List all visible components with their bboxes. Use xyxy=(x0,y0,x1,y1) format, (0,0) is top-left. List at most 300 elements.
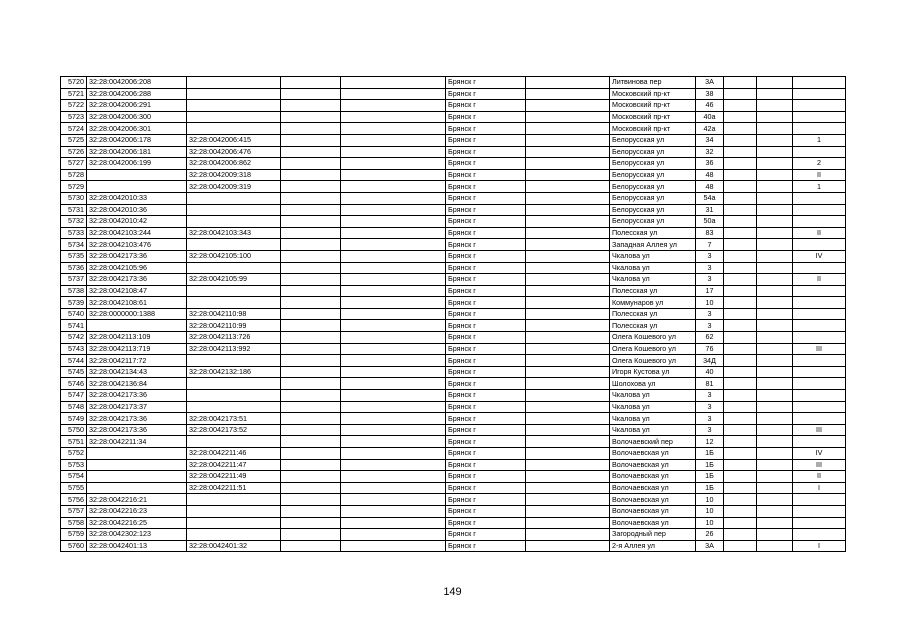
cell-part-number xyxy=(793,204,846,216)
cell-col-7 xyxy=(526,158,610,170)
cell-col-7 xyxy=(526,216,610,228)
table-row xyxy=(61,146,846,158)
cell-cadastral-number xyxy=(87,169,187,181)
cell-part-number xyxy=(793,390,846,402)
table-row xyxy=(61,505,846,517)
cell-related-cadastral-number xyxy=(187,88,281,100)
cell-col-10 xyxy=(724,424,757,436)
cell-cadastral-number: 32:28:0042006:178 xyxy=(87,134,187,146)
cell-city: Брянск г xyxy=(446,77,526,89)
cell-col-10 xyxy=(724,111,757,123)
cell-related-cadastral-number xyxy=(187,204,281,216)
cell-col-7 xyxy=(526,366,610,378)
cell-col-5 xyxy=(341,204,446,216)
cell-cadastral-number: 32:28:0042006:291 xyxy=(87,100,187,112)
cell-street: Волочаевская ул xyxy=(610,505,696,517)
cell-part-number xyxy=(793,123,846,135)
cell-col-7 xyxy=(526,274,610,286)
cell-col-11 xyxy=(757,517,793,529)
cell-street: Западная Аллея ул xyxy=(610,239,696,251)
cell-related-cadastral-number xyxy=(187,505,281,517)
cell-city: Брянск г xyxy=(446,401,526,413)
cell-part-number xyxy=(793,308,846,320)
cell-col-10 xyxy=(724,343,757,355)
cell-row-number: 5721 xyxy=(61,88,87,100)
cell-city: Брянск г xyxy=(446,505,526,517)
cell-part-number xyxy=(793,262,846,274)
cell-street: Московский пр-кт xyxy=(610,88,696,100)
cell-col-7 xyxy=(526,424,610,436)
table-row xyxy=(61,459,846,471)
cell-house-number: 32 xyxy=(696,146,724,158)
table-row xyxy=(61,274,846,286)
cell-related-cadastral-number: 32:28:0042173:52 xyxy=(187,424,281,436)
cell-col-11 xyxy=(757,111,793,123)
cell-col-10 xyxy=(724,262,757,274)
cell-row-number: 5735 xyxy=(61,250,87,262)
cell-col-10 xyxy=(724,227,757,239)
cell-row-number: 5726 xyxy=(61,146,87,158)
cell-col-7 xyxy=(526,471,610,483)
cell-street: Олега Кошевого ул xyxy=(610,332,696,344)
cell-col-4 xyxy=(281,343,341,355)
cell-house-number: 40а xyxy=(696,111,724,123)
cell-house-number: 10 xyxy=(696,494,724,506)
cell-cadastral-number: 32:28:0042006:181 xyxy=(87,146,187,158)
cell-col-4 xyxy=(281,204,341,216)
cell-house-number: 3 xyxy=(696,320,724,332)
table-row xyxy=(61,332,846,344)
cell-cadastral-number: 32:28:0042010:36 xyxy=(87,204,187,216)
cell-city: Брянск г xyxy=(446,134,526,146)
cell-col-4 xyxy=(281,181,341,193)
cell-house-number: 3А xyxy=(696,540,724,552)
cell-col-10 xyxy=(724,332,757,344)
cell-city: Брянск г xyxy=(446,204,526,216)
cell-col-10 xyxy=(724,482,757,494)
table-row xyxy=(61,100,846,112)
cell-cadastral-number xyxy=(87,482,187,494)
cell-col-5 xyxy=(341,355,446,367)
cell-street: Белорусская ул xyxy=(610,146,696,158)
cell-street: Белорусская ул xyxy=(610,192,696,204)
cell-city: Брянск г xyxy=(446,274,526,286)
cell-part-number xyxy=(793,77,846,89)
cell-part-number xyxy=(793,436,846,448)
cell-col-7 xyxy=(526,482,610,494)
cell-col-4 xyxy=(281,332,341,344)
cell-col-4 xyxy=(281,505,341,517)
cell-col-5 xyxy=(341,413,446,425)
cell-col-11 xyxy=(757,216,793,228)
cell-house-number: 76 xyxy=(696,343,724,355)
cell-col-5 xyxy=(341,343,446,355)
cell-col-7 xyxy=(526,494,610,506)
cell-street: Чкалова ул xyxy=(610,413,696,425)
cell-street: Московский пр-кт xyxy=(610,100,696,112)
cell-col-7 xyxy=(526,332,610,344)
cell-part-number xyxy=(793,366,846,378)
cell-col-5 xyxy=(341,181,446,193)
cell-street: Чкалова ул xyxy=(610,390,696,402)
table-row xyxy=(61,204,846,216)
cell-col-10 xyxy=(724,250,757,262)
table-row xyxy=(61,123,846,135)
cell-col-11 xyxy=(757,308,793,320)
cell-col-4 xyxy=(281,192,341,204)
cell-cadastral-number: 32:28:0042006:300 xyxy=(87,111,187,123)
cell-street: Белорусская ул xyxy=(610,169,696,181)
cell-col-5 xyxy=(341,505,446,517)
cell-col-7 xyxy=(526,123,610,135)
cell-col-11 xyxy=(757,448,793,460)
cell-col-11 xyxy=(757,169,793,181)
cell-city: Брянск г xyxy=(446,239,526,251)
table-row xyxy=(61,308,846,320)
cell-col-5 xyxy=(341,366,446,378)
cell-row-number: 5750 xyxy=(61,424,87,436)
cell-col-11 xyxy=(757,100,793,112)
cell-street: Белорусская ул xyxy=(610,181,696,193)
cell-part-number: III xyxy=(793,424,846,436)
table-row xyxy=(61,181,846,193)
cell-house-number: 3 xyxy=(696,262,724,274)
table-row xyxy=(61,262,846,274)
cell-row-number: 5741 xyxy=(61,320,87,332)
cell-related-cadastral-number: 32:28:0042211:49 xyxy=(187,471,281,483)
cell-house-number: 62 xyxy=(696,332,724,344)
cell-col-5 xyxy=(341,378,446,390)
cell-col-11 xyxy=(757,227,793,239)
cell-col-7 xyxy=(526,192,610,204)
cell-row-number: 5722 xyxy=(61,100,87,112)
cell-col-5 xyxy=(341,192,446,204)
cell-street: Чкалова ул xyxy=(610,401,696,413)
cell-col-11 xyxy=(757,285,793,297)
cell-house-number: 3 xyxy=(696,413,724,425)
cell-house-number: 10 xyxy=(696,297,724,309)
cell-row-number: 5731 xyxy=(61,204,87,216)
cell-col-10 xyxy=(724,366,757,378)
cell-part-number xyxy=(793,285,846,297)
cell-col-7 xyxy=(526,204,610,216)
cell-col-10 xyxy=(724,181,757,193)
cell-house-number: 54а xyxy=(696,192,724,204)
cell-city: Брянск г xyxy=(446,482,526,494)
cell-col-11 xyxy=(757,250,793,262)
cell-row-number: 5759 xyxy=(61,529,87,541)
cell-col-4 xyxy=(281,320,341,332)
cell-col-4 xyxy=(281,401,341,413)
cell-city: Брянск г xyxy=(446,262,526,274)
cell-row-number: 5746 xyxy=(61,378,87,390)
cell-cadastral-number: 32:28:0042211:34 xyxy=(87,436,187,448)
cell-related-cadastral-number xyxy=(187,494,281,506)
cell-col-10 xyxy=(724,77,757,89)
cell-col-11 xyxy=(757,471,793,483)
cell-city: Брянск г xyxy=(446,192,526,204)
cell-col-10 xyxy=(724,459,757,471)
cell-col-4 xyxy=(281,158,341,170)
cell-street: Волочаевская ул xyxy=(610,482,696,494)
cell-part-number: II xyxy=(793,227,846,239)
cell-street: Полесская ул xyxy=(610,227,696,239)
cell-row-number: 5760 xyxy=(61,540,87,552)
cell-col-7 xyxy=(526,448,610,460)
table-row xyxy=(61,285,846,297)
cell-part-number xyxy=(793,413,846,425)
cell-city: Брянск г xyxy=(446,181,526,193)
cell-col-5 xyxy=(341,77,446,89)
cell-col-5 xyxy=(341,448,446,460)
cell-part-number: 1 xyxy=(793,181,846,193)
cell-house-number: 34 xyxy=(696,134,724,146)
cell-cadastral-number xyxy=(87,181,187,193)
cell-col-5 xyxy=(341,540,446,552)
cell-part-number: 2 xyxy=(793,158,846,170)
cell-col-4 xyxy=(281,216,341,228)
cell-col-11 xyxy=(757,158,793,170)
cell-street: Московский пр-кт xyxy=(610,111,696,123)
cell-cadastral-number: 32:28:0042010:42 xyxy=(87,216,187,228)
cell-col-7 xyxy=(526,529,610,541)
table-row xyxy=(61,169,846,181)
cell-col-5 xyxy=(341,297,446,309)
cell-col-4 xyxy=(281,297,341,309)
page-number: 149 xyxy=(443,586,462,598)
cell-col-4 xyxy=(281,390,341,402)
cell-col-5 xyxy=(341,169,446,181)
cell-col-7 xyxy=(526,88,610,100)
cell-col-5 xyxy=(341,436,446,448)
cell-house-number: 38 xyxy=(696,88,724,100)
cell-city: Брянск г xyxy=(446,158,526,170)
cell-col-4 xyxy=(281,239,341,251)
cell-row-number: 5742 xyxy=(61,332,87,344)
cell-col-4 xyxy=(281,274,341,286)
cell-house-number: 1Б xyxy=(696,482,724,494)
cell-city: Брянск г xyxy=(446,216,526,228)
cell-related-cadastral-number: 32:28:0042006:862 xyxy=(187,158,281,170)
cell-col-10 xyxy=(724,401,757,413)
cell-city: Брянск г xyxy=(446,250,526,262)
cell-row-number: 5758 xyxy=(61,517,87,529)
cell-col-11 xyxy=(757,505,793,517)
cell-col-11 xyxy=(757,332,793,344)
cell-related-cadastral-number: 32:28:0042110:98 xyxy=(187,308,281,320)
cell-row-number: 5723 xyxy=(61,111,87,123)
table-row xyxy=(61,366,846,378)
cell-col-7 xyxy=(526,517,610,529)
cell-related-cadastral-number xyxy=(187,436,281,448)
cell-cadastral-number: 32:28:0042173:36 xyxy=(87,390,187,402)
cell-col-7 xyxy=(526,436,610,448)
cell-col-5 xyxy=(341,146,446,158)
cell-house-number: 17 xyxy=(696,285,724,297)
cell-col-7 xyxy=(526,239,610,251)
cell-city: Брянск г xyxy=(446,332,526,344)
cell-row-number: 5753 xyxy=(61,459,87,471)
cell-house-number: 10 xyxy=(696,517,724,529)
cell-col-4 xyxy=(281,378,341,390)
cell-col-5 xyxy=(341,250,446,262)
cell-cadastral-number: 32:28:0042113:109 xyxy=(87,332,187,344)
cell-col-11 xyxy=(757,436,793,448)
cell-row-number: 5744 xyxy=(61,355,87,367)
cell-col-5 xyxy=(341,424,446,436)
cell-street: Московский пр-кт xyxy=(610,123,696,135)
cell-col-11 xyxy=(757,320,793,332)
cell-col-4 xyxy=(281,529,341,541)
table-row xyxy=(61,343,846,355)
cell-related-cadastral-number: 32:28:0042401:32 xyxy=(187,540,281,552)
cell-col-10 xyxy=(724,378,757,390)
cell-city: Брянск г xyxy=(446,494,526,506)
cell-row-number: 5756 xyxy=(61,494,87,506)
cell-col-5 xyxy=(341,88,446,100)
cell-col-7 xyxy=(526,111,610,123)
table-row xyxy=(61,158,846,170)
cell-related-cadastral-number xyxy=(187,517,281,529)
cell-col-10 xyxy=(724,448,757,460)
cell-col-10 xyxy=(724,308,757,320)
cell-related-cadastral-number: 32:28:0042006:415 xyxy=(187,134,281,146)
cell-street: Волочаевский пер xyxy=(610,436,696,448)
cell-col-7 xyxy=(526,250,610,262)
cell-col-11 xyxy=(757,355,793,367)
cell-part-number xyxy=(793,192,846,204)
cell-related-cadastral-number: 32:28:0042009:318 xyxy=(187,169,281,181)
cell-related-cadastral-number: 32:28:0042009:319 xyxy=(187,181,281,193)
cell-part-number: I xyxy=(793,482,846,494)
cell-col-5 xyxy=(341,517,446,529)
cell-row-number: 5745 xyxy=(61,366,87,378)
cell-related-cadastral-number xyxy=(187,77,281,89)
table-row xyxy=(61,134,846,146)
cell-col-5 xyxy=(341,262,446,274)
table-row xyxy=(61,88,846,100)
cell-col-4 xyxy=(281,123,341,135)
cell-col-7 xyxy=(526,169,610,181)
cell-related-cadastral-number: 32:28:0042110:99 xyxy=(187,320,281,332)
cell-street: Волочаевская ул xyxy=(610,471,696,483)
cell-col-11 xyxy=(757,378,793,390)
cell-house-number: 3 xyxy=(696,250,724,262)
cell-cadastral-number xyxy=(87,448,187,460)
cell-row-number: 5749 xyxy=(61,413,87,425)
cell-part-number xyxy=(793,146,846,158)
cell-col-10 xyxy=(724,169,757,181)
cell-col-11 xyxy=(757,413,793,425)
cell-col-4 xyxy=(281,262,341,274)
cell-street: Белорусская ул xyxy=(610,158,696,170)
cell-row-number: 5724 xyxy=(61,123,87,135)
cell-house-number: 3 xyxy=(696,424,724,436)
cell-street: Олега Кошевого ул xyxy=(610,343,696,355)
cell-row-number: 5730 xyxy=(61,192,87,204)
cell-related-cadastral-number xyxy=(187,100,281,112)
cell-part-number: III xyxy=(793,459,846,471)
cell-col-4 xyxy=(281,111,341,123)
cell-related-cadastral-number: 32:28:0042211:47 xyxy=(187,459,281,471)
cell-col-7 xyxy=(526,77,610,89)
cell-col-4 xyxy=(281,308,341,320)
cell-col-11 xyxy=(757,146,793,158)
cell-row-number: 5725 xyxy=(61,134,87,146)
cell-street: Волочаевская ул xyxy=(610,494,696,506)
cell-col-10 xyxy=(724,320,757,332)
cell-col-5 xyxy=(341,239,446,251)
cell-col-11 xyxy=(757,134,793,146)
cell-cadastral-number: 32:28:0042173:36 xyxy=(87,274,187,286)
cell-col-7 xyxy=(526,378,610,390)
cell-col-7 xyxy=(526,227,610,239)
cell-city: Брянск г xyxy=(446,146,526,158)
cell-col-5 xyxy=(341,320,446,332)
cell-col-5 xyxy=(341,471,446,483)
cell-col-5 xyxy=(341,529,446,541)
cell-col-10 xyxy=(724,158,757,170)
cell-related-cadastral-number xyxy=(187,355,281,367)
cell-col-10 xyxy=(724,517,757,529)
cell-house-number: 1Б xyxy=(696,459,724,471)
cell-house-number: 3А xyxy=(696,77,724,89)
cell-col-11 xyxy=(757,424,793,436)
cell-col-11 xyxy=(757,239,793,251)
table-row xyxy=(61,482,846,494)
cell-related-cadastral-number xyxy=(187,216,281,228)
cell-cadastral-number: 32:28:0042302:123 xyxy=(87,529,187,541)
cell-cadastral-number: 32:28:0042006:208 xyxy=(87,77,187,89)
cell-house-number: 10 xyxy=(696,505,724,517)
cell-col-5 xyxy=(341,494,446,506)
cell-city: Брянск г xyxy=(446,88,526,100)
table-row xyxy=(61,448,846,460)
table-row xyxy=(61,529,846,541)
cell-related-cadastral-number: 32:28:0042211:46 xyxy=(187,448,281,460)
cell-col-11 xyxy=(757,529,793,541)
cell-col-7 xyxy=(526,100,610,112)
cell-col-10 xyxy=(724,505,757,517)
cell-col-11 xyxy=(757,366,793,378)
cell-cadastral-number: 32:28:0042134:43 xyxy=(87,366,187,378)
cell-part-number xyxy=(793,88,846,100)
cell-row-number: 5743 xyxy=(61,343,87,355)
cell-row-number: 5736 xyxy=(61,262,87,274)
cell-col-4 xyxy=(281,77,341,89)
cell-street: Белорусская ул xyxy=(610,134,696,146)
cell-related-cadastral-number xyxy=(187,529,281,541)
table-row xyxy=(61,227,846,239)
cell-col-11 xyxy=(757,540,793,552)
cell-col-4 xyxy=(281,448,341,460)
cell-part-number xyxy=(793,517,846,529)
table-row xyxy=(61,436,846,448)
table-row xyxy=(61,471,846,483)
cell-col-10 xyxy=(724,494,757,506)
cell-col-11 xyxy=(757,343,793,355)
cell-row-number: 5738 xyxy=(61,285,87,297)
cell-house-number: 46 xyxy=(696,100,724,112)
cell-house-number: 48 xyxy=(696,169,724,181)
cell-related-cadastral-number xyxy=(187,285,281,297)
cell-col-10 xyxy=(724,540,757,552)
cell-row-number: 5748 xyxy=(61,401,87,413)
cell-house-number: 3 xyxy=(696,390,724,402)
cell-house-number: 12 xyxy=(696,436,724,448)
cell-related-cadastral-number xyxy=(187,297,281,309)
cell-col-11 xyxy=(757,123,793,135)
